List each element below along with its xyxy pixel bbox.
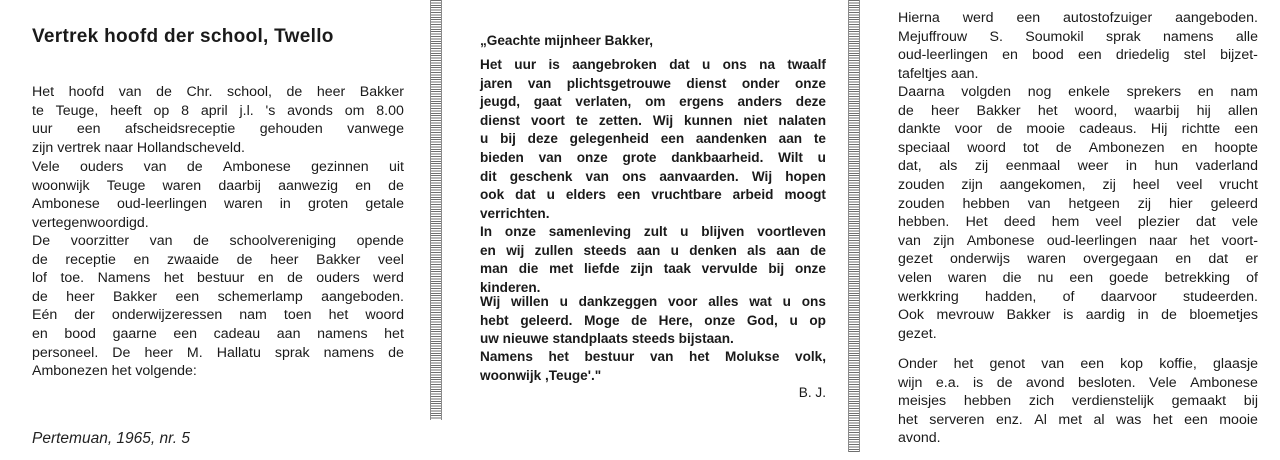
text-line: meisjes hebben zich verdienstelijk gemaakt bij [898, 393, 1258, 410]
text-line: man die met liefde zijn taak vervulde bij onze [480, 261, 826, 277]
text-line: zouden zijn aangekomen, zij heel veel vrucht [898, 176, 1258, 193]
text-line: de receptie en zwaaide de heer Bakker veel [32, 251, 404, 268]
text-line: Ook mevrouw Bakker is aardig in de bloemetjes [898, 307, 1258, 324]
text-line: kinderen. [480, 279, 541, 295]
text-line: personeel. De heer M. Hallatu sprak namens de [32, 344, 404, 361]
signature [799, 384, 826, 403]
text-line: u bij deze gelegenheid een aandenken aan te [480, 131, 826, 147]
text-line: speciaal woord tot de Ambonezen en hoopte [898, 139, 1258, 156]
text-line: Namens het bestuur van het Molukse volk, [480, 349, 826, 364]
paragraph [480, 348, 826, 385]
text-line: dit geschenk van ons aanvaarden. Wij hopen [480, 168, 826, 184]
text-line: Het uur is aangebroken dat u ons na twaalf [480, 57, 826, 72]
text-line: oud-leerlingen en bood een driedelig stel bijzet- [898, 47, 1258, 64]
text-line: uw nieuwe standplaats steeds bijstaan. [480, 331, 734, 347]
paragraph [898, 83, 1258, 343]
text-line: en wij zullen steeds aan u denken als aan de [480, 242, 826, 258]
text-line: gezet. [898, 325, 937, 342]
text-line: de heer Bakker het woord, waarbij hij allen [898, 102, 1258, 119]
text-line: hebt geleerd. Moge de Here, onze God, u op [480, 312, 826, 328]
text-line: woonwijk ,Teuge'." [480, 367, 602, 383]
paragraph [32, 158, 404, 232]
text-line: Mejuffrouw S. Soumokil sprak namens alle [898, 28, 1258, 45]
text-line: In onze samenleving zult u blijven voortleven [480, 224, 826, 239]
text-line: ook dat u elders een vruchtbare arbeid moogt [480, 187, 826, 203]
paragraph [898, 355, 1258, 448]
text-line: zijn vertrek naar Hollandscheveld. [32, 139, 245, 156]
paragraph [32, 232, 404, 381]
text-line: wijn e.a. is de avond besloten. Vele Ambonese [898, 374, 1258, 391]
text-line: De voorzitter van de schoolvereniging opende [32, 233, 404, 249]
text-line: Eén der onderwijzeressen nam toen het woord [32, 307, 404, 324]
text-line: gezet onderwijs waren overgegaan en dat er [898, 251, 1258, 268]
text-line: jaren van plichtsgetrouwe dienst onder onze [480, 75, 826, 91]
paragraph [32, 83, 404, 157]
text-line: de heer Bakker een schemerlamp aangeboden. [32, 288, 404, 305]
text-line: uur een afscheidsreceptie gehouden vanwege [32, 121, 404, 138]
text-line: te Teuge, heeft op 8 april j.l. 's avonds om 8.00 [32, 102, 404, 119]
text-line: dat, als zij eenmaal weer in hun vaderland [898, 158, 1258, 175]
greeting [480, 32, 826, 51]
text-line: Vele ouders van de Ambonese gezinnen uit [32, 159, 404, 175]
text-line: Onder het genot van een kop koffie, glaasje [898, 356, 1258, 372]
text-line: jeugd, gaat verlaten, om ergens anders deze [480, 94, 826, 110]
text-line: Hierna werd een autostofzuiger aangeboden. [898, 10, 1258, 26]
text-line: werkkring hadden, of daarvoor studeerden. [898, 288, 1258, 305]
text-line: dankte voor de mooie cadeaus. Hij richtte een [898, 121, 1258, 138]
text-line: verrichten. [480, 205, 550, 221]
text-line: en bood gaarne een cadeau aan namens het [32, 325, 404, 342]
text-line: woonwijk Teuge waren daarbij aanwezig en de [32, 177, 404, 194]
text-line: hebben. Het deed hem veel plezier dat vele [898, 214, 1258, 231]
text-line: Wij willen u dankzeggen voor alles wat u ons [480, 294, 826, 309]
text-line: lof toe. Namens het bestuur en de ouders werd [32, 270, 404, 287]
text-line: „Geachte mijnheer Bakker, [480, 33, 654, 48]
text-line: vertegenwoordigd. [32, 214, 149, 231]
text-line: avond. [898, 430, 941, 447]
text-line: tafeltjes aan. [898, 65, 979, 82]
text-line: zouden hebben van hetgeen zij hier geleerd [898, 195, 1258, 212]
article-title: Vertrek hoofd der school, Twello [32, 26, 334, 47]
paragraph [480, 56, 826, 223]
paragraph [898, 9, 1258, 83]
paragraph [480, 223, 826, 297]
text-line: Daarna volgden nog enkele sprekers en nam [898, 84, 1258, 100]
text-line: Ambonezen het volgende: [32, 363, 197, 380]
source-caption: Pertemuan, 1965, nr. 5 [32, 430, 190, 447]
column-separator [430, 0, 442, 420]
text-line: Het hoofd van de Chr. school, de heer Bakker [32, 84, 404, 100]
signature-text: B. J. [798, 385, 826, 400]
text-line: velen waren die nu een goede betrekking of [898, 269, 1258, 286]
text-line: bieden van onze grote dankbaarheid. Wilt u [480, 149, 826, 165]
text-line: Ambonese oud-leerlingen waren in groten getale [32, 196, 404, 213]
column-separator [848, 0, 860, 452]
text-line: van zijn Ambonese oud-leerlingen naar het voort- [898, 232, 1258, 249]
text-line: dienst voort te zetten. Wij kunnen niet nalaten [480, 112, 826, 128]
text-line: het serveren enz. Al met al was het een mooie [898, 411, 1258, 428]
paragraph [480, 293, 826, 349]
